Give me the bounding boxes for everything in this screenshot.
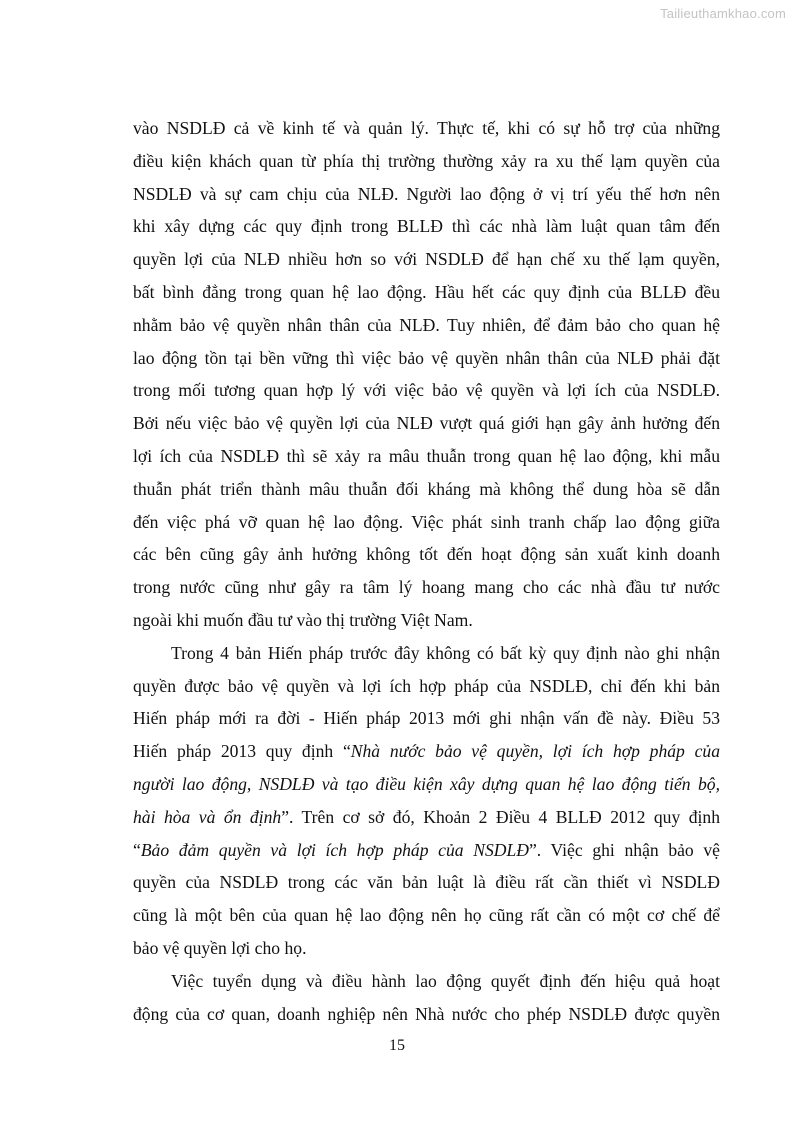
text-line: điều kiện khách quan từ phía thị trường thường xảy ra xu thế lạm quyền của bbox=[133, 150, 720, 171]
text-line-italic: người lao động, NSDLĐ và tạo điều kiện xây dựng quan hệ lao động tiến bộ, bbox=[133, 773, 720, 794]
text-line: bảo vệ quyền lợi cho họ. bbox=[133, 937, 307, 958]
text-line: Việc tuyển dụng và điều hành lao động quyết định đến hiệu quả hoạt bbox=[171, 970, 720, 991]
text-line: quyền được bảo vệ quyền và lợi ích hợp pháp của NSDLĐ, chỉ đến khi bản bbox=[133, 675, 720, 696]
text-run: “ bbox=[133, 839, 141, 860]
page-number: 15 bbox=[389, 1037, 405, 1054]
text-run: ”. Việc ghi nhận bảo vệ bbox=[528, 839, 720, 860]
text-line: NSDLĐ và sự cam chịu của NLĐ. Người lao động ở vị trí yếu thế hơn nên bbox=[133, 183, 720, 204]
text-line: trong mối tương quan hợp lý với việc bảo vệ quyền và lợi ích của NSDLĐ. bbox=[133, 380, 720, 401]
text-line: thuẫn phát triển thành mâu thuẫn đối kháng mà không thể dung hòa sẽ dẫn bbox=[133, 478, 720, 499]
italic-quote: Bảo đảm quyền và lợi ích hợp pháp của NSDLĐ bbox=[140, 839, 529, 860]
document-body bbox=[133, 112, 720, 1030]
text-line-mixed bbox=[133, 834, 720, 867]
text-line: quyền của NSDLĐ trong các văn bản luật là điều rất cần thiết vì NSDLĐ bbox=[133, 872, 720, 893]
text-line: đến việc phá vỡ quan hệ lao động. Việc phát sinh tranh chấp lao động giữa bbox=[133, 511, 720, 532]
text-run: ”. Trên cơ sở đó, Khoản 2 Điều 4 BLLĐ 2012 quy định bbox=[281, 806, 720, 827]
text-line: lao động tồn tại bền vững thì việc bảo vệ quyền nhân thân của NLĐ phải đặt bbox=[133, 347, 720, 368]
text-line: Bởi nếu việc bảo vệ quyền lợi của NLĐ vượt quá giới hạn gây ảnh hưởng đến bbox=[133, 413, 720, 434]
watermark-text: Tailieuthamkhao.com bbox=[660, 6, 786, 21]
text-line: quyền lợi của NLĐ nhiều hơn so với NSDLĐ để hạn chế xu thế lạm quyền, bbox=[133, 249, 720, 270]
text-line-mixed bbox=[133, 735, 720, 768]
italic-quote: hài hòa và ổn định bbox=[133, 806, 282, 827]
text-line: vào NSDLĐ cả về kinh tế và quản lý. Thực tế, khi có sự hỗ trợ của những bbox=[133, 118, 720, 138]
text-line: trong nước cũng như gây ra tâm lý hoang mang cho các nhà đầu tư nước bbox=[133, 577, 720, 598]
italic-quote: Nhà nước bảo vệ quyền, lợi ích hợp pháp của bbox=[350, 741, 720, 762]
text-run: Hiến pháp 2013 quy định “ bbox=[133, 741, 351, 762]
text-line: Trong 4 bản Hiến pháp trước đây không có bất kỳ quy định nào ghi nhận bbox=[171, 642, 720, 663]
text-line: động của cơ quan, doanh nghiệp nên Nhà nước cho phép NSDLĐ được quyền bbox=[133, 1003, 720, 1024]
text-line: khi xây dựng các quy định trong BLLĐ thì các nhà làm luật quan tâm đến bbox=[133, 216, 720, 237]
text-line: Hiến pháp mới ra đời - Hiến pháp 2013 mới ghi nhận vấn đề này. Điều 53 bbox=[133, 708, 720, 729]
text-line: cũng là một bên của quan hệ lao động nên họ cũng rất cần có một cơ chế để bbox=[133, 905, 720, 926]
text-line: các bên cũng gây ảnh hưởng không tốt đến hoạt động sản xuất kinh doanh bbox=[133, 544, 720, 565]
text-line: bất bình đẳng trong quan hệ lao động. Hầu hết các quy định của BLLĐ đều bbox=[133, 281, 720, 302]
text-line: ngoài khi muốn đầu tư vào thị trường Việt Nam. bbox=[133, 609, 473, 630]
text-line: nhằm bảo vệ quyền nhân thân của NLĐ. Tuy nhiên, để đảm bảo cho quan hệ bbox=[133, 314, 720, 335]
text-line: lợi ích của NSDLĐ thì sẽ xảy ra mâu thuẫn trong quan hệ lao động, khi mẫu bbox=[133, 445, 720, 466]
text-line-mixed bbox=[133, 801, 720, 834]
